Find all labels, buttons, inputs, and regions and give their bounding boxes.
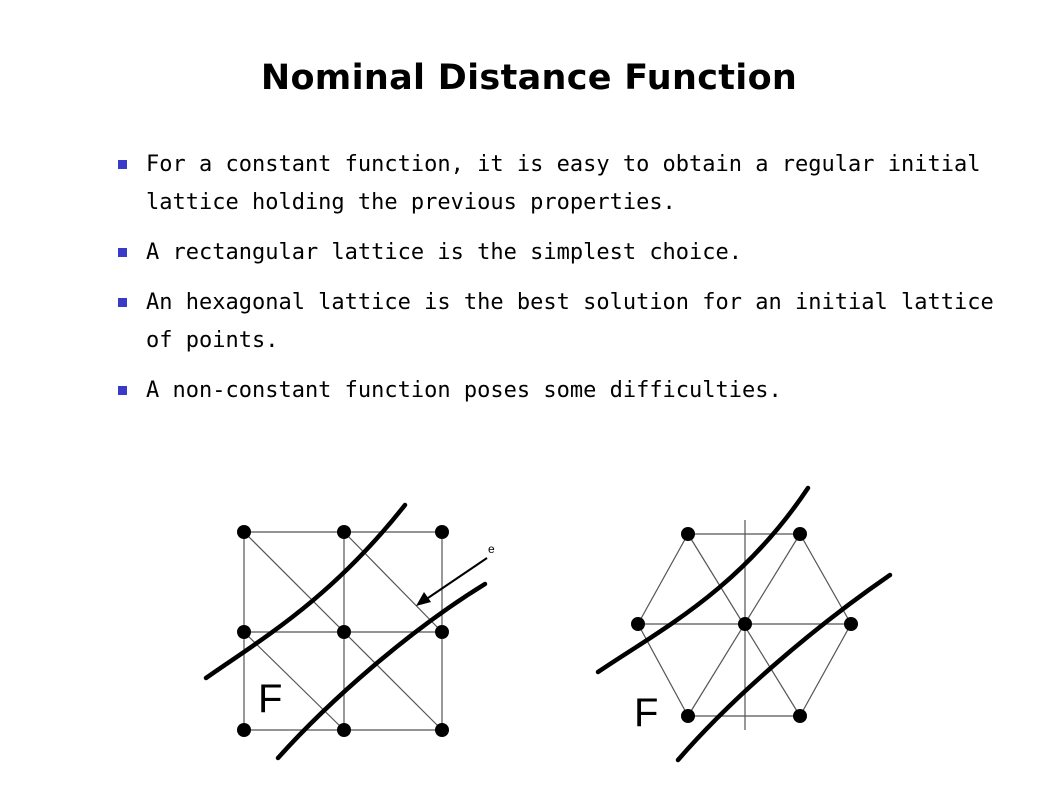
lattice-point: [681, 709, 695, 723]
lattice-point: [844, 617, 858, 631]
region-label: F: [258, 677, 283, 721]
slide-title: Nominal Distance Function: [260, 58, 798, 98]
boundary-curve: [678, 575, 890, 760]
lattice-point: [337, 625, 351, 639]
lattice-point: [793, 527, 807, 541]
bullet-text: A rectangular lattice is the simplest choice.: [146, 240, 743, 265]
region-label: F: [634, 691, 659, 735]
lattice-point: [793, 709, 807, 723]
lattice-point: [237, 723, 251, 737]
hexagonal-lattice-figure: [598, 488, 890, 760]
boundary-curve: [206, 505, 405, 678]
arrow-label: e: [488, 542, 495, 556]
lattice-point: [435, 625, 449, 639]
lattice-point: [435, 723, 449, 737]
boundary-curve: [278, 584, 485, 758]
bullet-text: A non-constant function poses some difficulties.: [146, 378, 782, 403]
lattice-point: [237, 625, 251, 639]
lattice-point: [337, 525, 351, 539]
rectangular-lattice-figure: [206, 505, 495, 758]
arrow-icon: [416, 558, 487, 606]
lattice-point: [337, 723, 351, 737]
bullet-text: An hexagonal lattice is the best solution for an initial lattice of points.: [146, 290, 994, 353]
lattice-point: [681, 527, 695, 541]
lattice-point: [631, 617, 645, 631]
lattice-point: [435, 525, 449, 539]
lattice-point: [237, 525, 251, 539]
boundary-curve: [598, 488, 808, 672]
lattice-point: [738, 617, 752, 631]
bullet-text: For a constant function, it is easy to obtain a regular initial lattice holding the previous properties.: [146, 152, 981, 215]
